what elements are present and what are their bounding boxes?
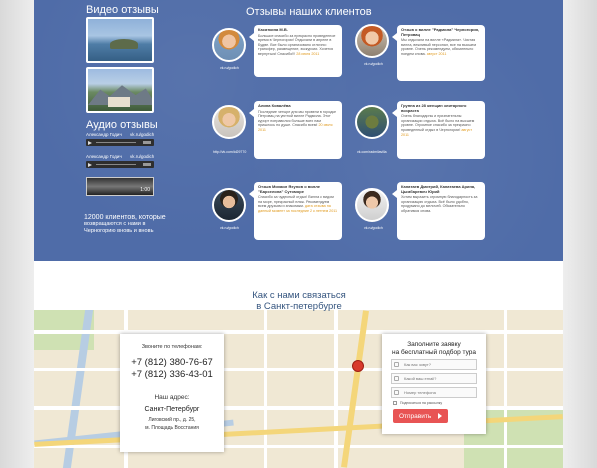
- email-input[interactable]: [391, 373, 477, 384]
- audio-link-2[interactable]: vk.ru/godich: [130, 154, 155, 159]
- review-author: Группа из 28 женщин элитарного возраста: [401, 103, 467, 113]
- review-vk-link[interactable]: vk.ru/godich: [364, 62, 383, 66]
- review-date: август 2011: [426, 51, 447, 56]
- island-shape: [110, 39, 138, 49]
- review-author: Отзыв о вилле "Радмила" Черногория, Петровац: [401, 27, 480, 37]
- review-author: Алина Ковалёва: [258, 103, 291, 108]
- review-bubble: [254, 182, 342, 240]
- contact-title-line-1: Как с нами связаться: [252, 290, 346, 301]
- avatar: [212, 28, 246, 62]
- avatar: [212, 105, 246, 139]
- right-shadow: [563, 0, 597, 468]
- review-text: Спасибо за чудесный отдых! Вилла с видом на море, прекрасный пляж. Рекомендуем всем друзьям и знакомым.: [258, 195, 334, 209]
- audio-player-1[interactable]: [86, 139, 154, 146]
- volume-icon[interactable]: [143, 163, 151, 166]
- review-author: Отзыв Михаил Яхунов о вилле "Барселона" Сутоморе: [258, 184, 320, 194]
- address-metro: м. Площадь Восстания: [145, 425, 199, 431]
- subscribe-label: Подписаться на рассылку: [400, 401, 443, 405]
- play-icon[interactable]: [88, 141, 92, 145]
- review-text: Последние четыре дня мы провели в городке Петровац на уютной вилле Радмила. Этот курорт понравился больше всех нам пришлось по душе. Спасибо всем!: [258, 109, 337, 128]
- street: [34, 445, 563, 448]
- video-thumb-coast[interactable]: [86, 67, 154, 113]
- form-title: [382, 341, 486, 356]
- review-text: Очень благодарны и признательны организации отдыха. Всё было на высшем уровне. Огромное спасибо за прекрасно проведенный отдых в Черногории!: [401, 114, 475, 132]
- play-icon[interactable]: [88, 163, 92, 167]
- phone-input[interactable]: [391, 387, 477, 398]
- phone-number-2[interactable]: +7 (812) 336-43-01: [131, 369, 213, 380]
- phones-label: Звоните по телефонам:: [141, 344, 203, 350]
- contact-title-line-2: в Санкт-петербурге: [256, 301, 342, 312]
- contact-title: [218, 290, 380, 312]
- audio-player-2[interactable]: [86, 161, 154, 168]
- left-shadow: [0, 0, 34, 468]
- address-street: Лиговский пр., д. 25,: [148, 417, 196, 423]
- review-vk-link[interactable]: vk.ru/godich: [364, 226, 383, 230]
- review-author: Касаткина М.В.: [258, 27, 288, 32]
- review-bubble: [397, 182, 485, 240]
- phones-card: [120, 334, 224, 452]
- volume-icon[interactable]: [143, 141, 151, 144]
- review-date: дата отзыва на данный момент за последние 2 к летнем 2011: [258, 204, 338, 213]
- address-city: Санкт-Петербург: [144, 406, 200, 413]
- phone-number-1[interactable]: +7 (812) 380-76-67: [131, 357, 213, 368]
- avatar: [355, 105, 389, 139]
- review-text: Большое спасибо за прекрасно проведенное время в Черногории! Отдыхали в апреле в Будве. Все было организовано отлично: трансфер, размещение, экскурсии. Хочется вернуться! Спасибо!!!: [258, 33, 336, 56]
- progress-bar[interactable]: [96, 142, 136, 143]
- form-title-line-2: на бесплатный подбор тура: [392, 348, 476, 356]
- audio-author-2: Александр Годич: [86, 154, 122, 159]
- review-author: Канатаев Дмитрий, Канатаева Арина, Цымбаревич Юрий: [401, 184, 476, 194]
- review-vk-link[interactable]: http://vk.com/id29770: [213, 150, 247, 154]
- review-date: август 2011: [401, 127, 473, 137]
- clients-count-text: [84, 214, 176, 235]
- progress-bar[interactable]: [96, 164, 136, 165]
- building-shape: [108, 97, 130, 107]
- review-bubble: [254, 101, 342, 159]
- phone-icon: [394, 390, 399, 395]
- review-vk-link[interactable]: vk.com/radmilavilla: [357, 150, 387, 154]
- audio-reviews-title: Аудио отзывы: [86, 119, 158, 131]
- review-vk-link[interactable]: vk.ru/godich: [220, 226, 239, 230]
- count-line-2: возвращаются с нами в: [84, 221, 146, 227]
- count-line-1: 12000 клиентов, которые: [84, 214, 166, 221]
- audio-author-1: Александр Годич: [86, 132, 122, 137]
- street: [334, 310, 338, 468]
- avatar: [355, 24, 389, 58]
- form-title-line-1: Заполните заявку: [407, 341, 461, 348]
- review-bubble: [254, 25, 342, 77]
- video-duration: 1:00: [140, 187, 150, 193]
- address-label: Наш адрес:: [154, 394, 190, 401]
- review-bubble: [397, 101, 485, 159]
- review-date: 28 июля 2011: [296, 51, 320, 56]
- audio-link-1[interactable]: vk.ru/godich: [130, 132, 155, 137]
- subscribe-checkbox[interactable]: [393, 401, 397, 405]
- count-line-3: Черногорию вновь и вновь: [84, 228, 154, 234]
- submit-button[interactable]: Отправить: [393, 409, 448, 423]
- user-icon: [394, 362, 399, 367]
- reviews-title: Отзывы наших клиентов: [246, 6, 372, 18]
- video-reviews-title: Видео отзывы: [86, 4, 159, 16]
- name-input[interactable]: [391, 359, 477, 370]
- review-text: Мы отдыхали на вилле «Радмила». Чистая вилла, вежливый персонал, все на высшем уровне. Очень рекомендуем, обязательно поедем снова.: [401, 38, 476, 56]
- review-vk-link[interactable]: vk.ru/godich: [220, 66, 239, 70]
- street: [264, 310, 267, 468]
- map-pin-icon[interactable]: [352, 360, 364, 372]
- video-player[interactable]: [86, 177, 154, 196]
- street: [504, 310, 507, 468]
- review-text: Хотим выразить огромную благодарность за организацию отдыха. Всё было удобно, продумано до мелочей. Обязательно обратимся снова.: [401, 195, 478, 213]
- avatar: [212, 188, 246, 222]
- avatar: [355, 188, 389, 222]
- video-thumb-island[interactable]: [86, 17, 154, 63]
- mail-icon: [394, 376, 399, 381]
- review-bubble: [397, 25, 485, 81]
- review-date: 20 июля 2011: [258, 123, 333, 132]
